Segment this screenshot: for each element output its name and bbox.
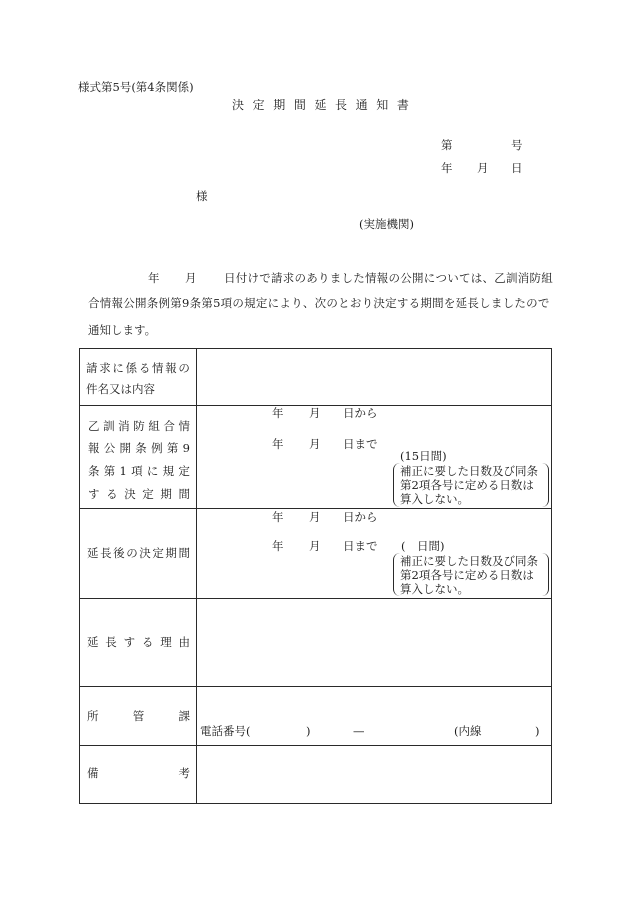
char: 決 <box>139 546 151 560</box>
char: 第 <box>166 441 179 455</box>
char: 公 <box>123 296 135 310</box>
char: り <box>291 296 303 310</box>
char: の <box>526 296 538 310</box>
subject-label-line-1 <box>86 361 190 375</box>
form-number: 様式第5号(第4条関係) <box>78 80 194 94</box>
extended-to-day: 日まで <box>343 539 378 553</box>
char: 備 <box>87 766 99 780</box>
char: る <box>138 361 151 375</box>
char: す <box>396 296 409 310</box>
remarks-label <box>87 766 190 780</box>
char: 延 <box>455 296 468 310</box>
char: 間 <box>293 98 306 112</box>
char: 情 <box>99 296 112 310</box>
char: に <box>146 464 159 478</box>
table-row-divider <box>79 686 552 687</box>
char: 規 <box>244 296 256 310</box>
char: た <box>353 271 365 285</box>
char: 知 <box>376 98 389 112</box>
department-label <box>87 709 190 723</box>
char: 項 <box>131 464 143 478</box>
char: 管 <box>132 709 145 723</box>
char: 第 <box>103 464 116 478</box>
char: 期 <box>420 296 432 310</box>
char: 求 <box>282 271 295 285</box>
char: で <box>259 271 271 285</box>
original-note-line-1: 補正に要した日数及び同条 <box>400 464 538 478</box>
char: の <box>294 271 306 285</box>
char: 9 <box>182 441 190 455</box>
body-line-2 <box>88 296 550 310</box>
extended-note-line-1: 補正に要した日数及び同条 <box>400 554 538 568</box>
char: 条 <box>88 464 100 478</box>
char: 1 <box>119 464 127 478</box>
char: 組 <box>541 271 553 285</box>
char: 、 <box>302 296 315 310</box>
table-border-bottom <box>79 803 552 804</box>
char: 決 <box>373 296 385 310</box>
char: 情 <box>152 361 164 375</box>
extended-to-year: 年 <box>272 539 284 553</box>
extension-label: (内線 <box>454 724 482 738</box>
char: 由 <box>178 635 190 649</box>
char: 防 <box>529 271 541 285</box>
char: 公 <box>400 271 412 285</box>
table-row-divider <box>79 508 552 509</box>
phone-dash: — <box>353 724 365 738</box>
char: 5 <box>213 296 221 310</box>
char: 定 <box>255 296 268 310</box>
doc-number-suffix: 号 <box>511 138 523 152</box>
document-title <box>232 98 409 112</box>
char: 延 <box>87 635 99 649</box>
char: る <box>106 487 118 501</box>
table-row-divider <box>79 598 552 599</box>
char: の <box>178 361 190 375</box>
char: 課 <box>178 709 190 723</box>
char: 第 <box>170 296 182 310</box>
char: 定 <box>152 546 164 560</box>
char: 定 <box>252 98 265 112</box>
body-line-3: 通知します。 <box>88 323 157 337</box>
doc-number-prefix: 第 <box>441 138 453 152</box>
char: 期 <box>160 487 172 501</box>
body-line-1 <box>224 271 553 285</box>
char: 次 <box>314 296 327 310</box>
issue-date-month: 月 <box>477 161 489 175</box>
extended-period-label <box>87 546 190 560</box>
char: け <box>247 271 259 285</box>
issue-date-day: 日 <box>511 161 523 175</box>
char: る <box>408 296 421 310</box>
original-period-label-line-2 <box>88 441 190 455</box>
char: 条 <box>189 296 202 310</box>
char: 規 <box>162 464 175 478</box>
original-from-year: 年 <box>272 406 284 420</box>
char: 定 <box>385 296 397 310</box>
extended-from-month: 月 <box>309 510 321 524</box>
char: 開 <box>412 271 424 285</box>
phone-label: 電話番号( <box>200 724 251 738</box>
char: の <box>326 296 338 310</box>
extended-from-year: 年 <box>272 510 284 524</box>
char: 定 <box>142 487 154 501</box>
char: 訓 <box>506 271 518 285</box>
char: る <box>141 635 154 649</box>
char: に <box>267 296 280 310</box>
extended-note-line-3: 算入しない。 <box>400 582 469 596</box>
char: 通 <box>355 98 368 112</box>
char: い <box>447 271 459 285</box>
original-period-label-line-3 <box>88 464 190 478</box>
original-to-day: 日まで <box>343 437 378 451</box>
char: 延 <box>314 98 327 112</box>
char: 間 <box>432 296 444 310</box>
char: を <box>443 296 456 310</box>
char: 条 <box>146 296 159 310</box>
original-to-year: 年 <box>272 437 284 451</box>
char: 所 <box>87 709 99 723</box>
char: 報 <box>376 271 389 285</box>
char: 消 <box>118 419 130 433</box>
char: で <box>537 296 550 310</box>
char: り <box>318 271 330 285</box>
char: 開 <box>135 296 147 310</box>
char: し <box>479 296 491 310</box>
table-row-divider <box>79 745 552 746</box>
char: 第 <box>201 296 213 310</box>
char: 請 <box>271 271 283 285</box>
char: 期 <box>165 546 177 560</box>
char: 乙 <box>494 271 506 285</box>
original-note-line-3: 算入しない。 <box>400 492 469 506</box>
char: 定 <box>178 464 190 478</box>
char: 消 <box>517 271 530 285</box>
char: 理 <box>160 635 172 649</box>
original-from-day: 日から <box>343 406 378 420</box>
char: 条 <box>135 441 147 455</box>
table-column-divider <box>196 348 197 804</box>
char: 係 <box>125 361 138 375</box>
char: の <box>388 271 400 285</box>
table-border-top <box>79 348 552 349</box>
char: 決 <box>232 98 245 112</box>
body-month: 月 <box>185 271 197 285</box>
char: 訓 <box>103 419 115 433</box>
original-from-month: 月 <box>309 406 321 420</box>
char: よ <box>279 296 291 310</box>
char: の <box>232 296 244 310</box>
char: 長 <box>335 98 348 112</box>
char: の <box>126 546 138 560</box>
body-year: 年 <box>148 271 160 285</box>
char: 決 <box>124 487 136 501</box>
char: 合 <box>163 419 175 433</box>
char: 書 <box>396 98 409 112</box>
issuer-label: (実施機関) <box>359 217 414 231</box>
char: 合 <box>88 296 100 310</box>
subject-label-line-2: 件名又は内容 <box>86 382 155 396</box>
char: ま <box>329 271 342 285</box>
issue-date-year: 年 <box>441 161 453 175</box>
char: 求 <box>99 361 111 375</box>
reason-label <box>87 635 190 649</box>
char: し <box>341 271 353 285</box>
char: り <box>361 296 374 310</box>
char: 報 <box>88 441 100 455</box>
char: し <box>502 296 515 310</box>
phone-close-paren: ) <box>306 724 311 738</box>
char: 日 <box>224 271 236 285</box>
char: 後 <box>113 546 125 560</box>
addressee-suffix: 様 <box>196 189 208 203</box>
char: 請 <box>86 361 98 375</box>
char: 項 <box>220 296 233 310</box>
char: 情 <box>178 419 190 433</box>
char: 例 <box>158 296 170 310</box>
char: 延 <box>87 546 99 560</box>
char: お <box>349 296 362 310</box>
char: 9 <box>182 296 190 310</box>
char: 公 <box>103 441 116 455</box>
char: あ <box>306 271 318 285</box>
char: 期 <box>273 98 286 112</box>
char: す <box>88 487 100 501</box>
char: 間 <box>178 546 190 560</box>
char: 報 <box>165 361 177 375</box>
original-to-month: 月 <box>309 437 321 451</box>
char: 付 <box>235 271 248 285</box>
extended-note-line-2: 第2項各号に定める日数は <box>400 568 534 582</box>
original-days: (15日間) <box>400 449 447 463</box>
char: 長 <box>105 635 117 649</box>
original-note-line-2: 第2項各号に定める日数は <box>400 478 534 492</box>
extended-from-day: 日から <box>343 510 378 524</box>
char: 情 <box>365 271 377 285</box>
char: は <box>470 271 483 285</box>
char: 間 <box>178 487 190 501</box>
char: 防 <box>133 419 145 433</box>
char: 報 <box>111 296 123 310</box>
extended-to-month: 月 <box>309 539 321 553</box>
table-border-left <box>79 348 80 804</box>
original-period-label-line-1 <box>88 419 190 433</box>
char: 長 <box>100 546 112 560</box>
char: に <box>112 361 124 375</box>
char: 例 <box>151 441 163 455</box>
char: 開 <box>119 441 132 455</box>
extended-days: ( 日間) <box>401 539 445 553</box>
extension-close-paren: ) <box>535 724 540 738</box>
char: て <box>459 271 471 285</box>
char: 、 <box>482 271 494 285</box>
char: 乙 <box>88 419 100 433</box>
original-period-label-line-4 <box>88 487 190 501</box>
char: ま <box>490 296 503 310</box>
table-border-right <box>551 348 552 804</box>
char: 組 <box>148 419 160 433</box>
char: つ <box>435 271 447 285</box>
char: 考 <box>178 766 190 780</box>
char: す <box>123 635 136 649</box>
char: に <box>423 271 436 285</box>
char: た <box>514 296 526 310</box>
char: 長 <box>467 296 479 310</box>
char: と <box>338 296 350 310</box>
